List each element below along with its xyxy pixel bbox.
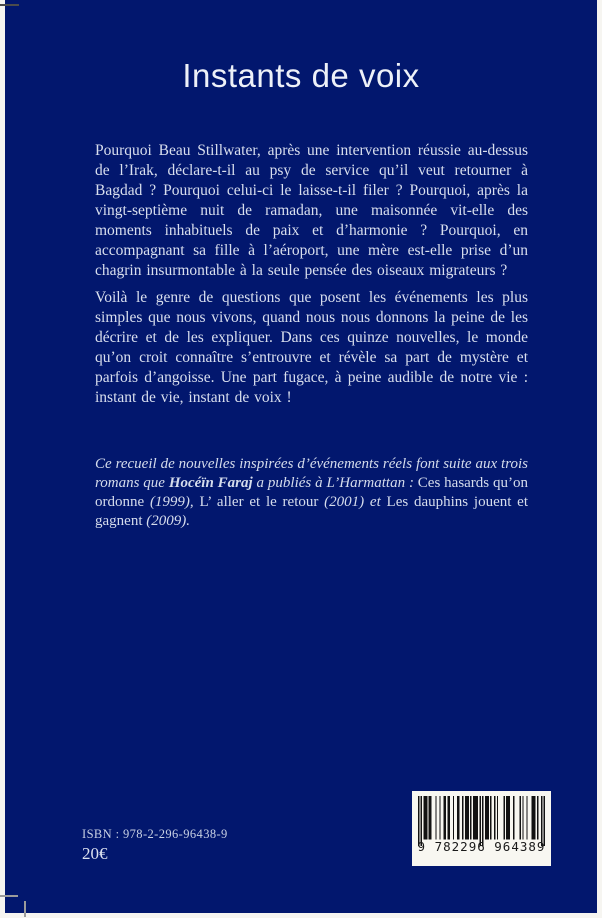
synopsis-paragraph-1: Pourquoi Beau Stillwater, après une intervention réussie au-dessus de l’Irak, déclare-t-il au psy de service qu’il veut retourner à Bagdad ? Pourquoi celui-ci le laisse-t-il filer ? Pourquoi, après la vingt-septième nuit de ramadan, une maisonnée vit-elle des moments inhabituels de paix et d’harmonie ? Pourquoi, en accompagnant sa fille à l’aéroport, une mère est-elle prise d’un chagrin insurmontable à la seule pensée des oiseaux migrateurs ?: [95, 142, 528, 279]
barcode-box: [412, 791, 551, 866]
author-bibliography-paragraph: [95, 455, 528, 531]
book-title-reference: L’ aller et le retour: [199, 494, 325, 510]
crop-mark-top-left: [0, 4, 19, 6]
isbn-number: ISBN : 978-2-296-96438-9: [82, 827, 228, 841]
book-back-cover: [5, 0, 597, 913]
book-title: Instants de voix: [182, 57, 420, 94]
book-title-reference: Ces hasards qu’on ordonne: [95, 475, 528, 510]
synopsis-paragraph-2: Voilà le genre de questions que posent les événements les plus simples que nous vivons, quand nous nous donnons la peine de les décrire et de les expliquer. Dans ces quinze nouvelles, le monde qu’on croit connaître s’entrouvre et révèle sa part de mystère et parfois d’angoisse. Une part fugace, à peine audible de notre vie : instant de vie, instant de voix !: [95, 289, 528, 406]
bibliography-segment: Ce recueil de nouvelles inspirées d’événements réels font suite aux trois romans que: [95, 456, 528, 491]
publication-year: (1999),: [149, 494, 200, 510]
crop-mark-bottom-vertical: [24, 901, 26, 917]
bibliography-segment: a publiés à L’Harmattan :: [252, 475, 418, 491]
book-title-reference: Les dauphins jouent et gagnent: [95, 494, 529, 529]
barcode-digits: 9 782296 964389: [417, 839, 546, 854]
isbn-price-block: [82, 827, 228, 864]
publication-year: (2009).: [146, 513, 190, 529]
price: 20€: [82, 844, 108, 863]
publication-year: (2001) et: [324, 494, 387, 510]
crop-mark-bottom-horizontal: [0, 895, 18, 897]
author-name: Hocéïn Faraj: [168, 475, 253, 491]
